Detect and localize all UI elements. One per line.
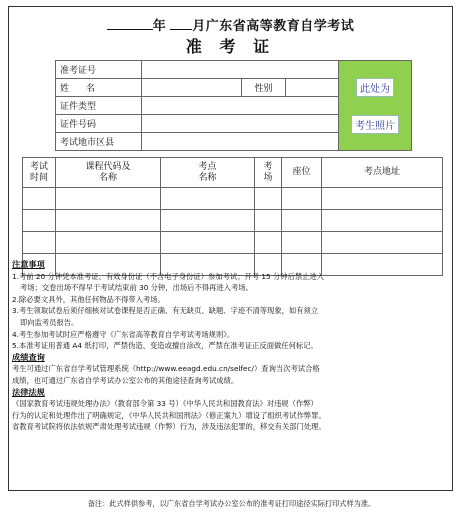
candidate-info-table	[55, 60, 339, 151]
year-blank	[107, 29, 153, 30]
col-exam-time: 考试 时间	[23, 158, 56, 188]
notice-item: 4.考生参加考试时应严格遵守《广东省高等教育自学考试考场规则》。	[12, 329, 235, 339]
id-no-label: 证件号码	[56, 115, 142, 133]
photo-text-line2: 考生照片	[351, 115, 399, 134]
id-no-value	[142, 115, 339, 133]
notice-item: 5.本准考证用普通 A4 纸打印，严禁伪造、变造或擅自涂改，严禁在准考证正反面做任何标记。	[12, 341, 318, 351]
table-row	[23, 188, 443, 210]
law-line: 行为的认定和处理作出了明确规定，《中华人民共和国刑法》（修正案九）增设了组织考试作弊罪。	[12, 410, 326, 420]
footer-note: 备注：此式样供参考，以广东省自学考试办公室公布的准考证打印途径实际打印式样为准。	[87, 499, 376, 508]
notice-item: 2.除必要文具外，其他任何物品不得带入考场。	[12, 294, 165, 304]
notice-item: 考场；交卷出场不得早于考试结束前 30 分钟，出场后不得再进入考场。	[20, 283, 253, 293]
id-type-value	[142, 97, 339, 115]
notice-item: 即向监考员报告。	[20, 317, 79, 327]
gender-label: 性别	[242, 79, 286, 97]
score-line: 考生可通过广东省自学考试管理系统（http://www.eeagd.edu.cn/selfec/）查询当次考试合格	[12, 364, 320, 374]
col-room: 考 场	[255, 158, 282, 188]
city-label: 考试地市区县	[56, 133, 142, 151]
month-blank	[170, 29, 192, 30]
ticket-no-label: 准考证号	[56, 61, 142, 79]
notice-item: 3.考生领取试卷后须仔细核对试卷课程是否正确、有无缺页、缺题、字迹不清等现象，如有须立	[12, 306, 319, 316]
law-heading: 法律法规	[12, 386, 45, 397]
col-seat: 座位	[282, 158, 322, 188]
col-site-name: 考点 名称	[161, 158, 255, 188]
gender-value	[286, 79, 339, 97]
table-row	[23, 232, 443, 254]
law-line: 省教育考试院将依法依规严肃处理考试违规（作弊）行为，涉及违法犯罪的，移交有关部门处理。	[12, 422, 326, 432]
notice-item: 1.考前 20 分钟凭本准考证、有效身份证（不含电子身份证）参加考试；开考 15 分钟后禁止进入	[12, 271, 325, 281]
law-line: 《国家教育考试违规处理办法》（教育部令第 33 号）《中华人民共和国教育法》对违规（作弊）	[12, 399, 318, 409]
name-value	[142, 79, 242, 97]
id-type-label: 证件类型	[56, 97, 142, 115]
photo-text-line1: 此处为	[356, 78, 394, 97]
notice-heading: 注意事项	[12, 259, 45, 269]
ticket-no-value	[142, 61, 339, 79]
exam-heading: 年 月广东省高等教育自学考试	[9, 15, 452, 34]
notes-section	[12, 259, 448, 433]
photo-placeholder	[338, 60, 412, 151]
col-site-address: 考点地址	[322, 158, 443, 188]
score-heading: 成绩查询	[12, 351, 45, 362]
name-label: 姓 名	[56, 79, 142, 97]
page-title: 准 考 证	[185, 37, 276, 56]
table-row	[23, 210, 443, 232]
score-line: 成绩，也可通过广东省自学考试办公室公布的其他途径查询考试成绩。	[12, 375, 239, 385]
city-value	[142, 133, 339, 151]
col-course: 课程代码及 名称	[56, 158, 161, 188]
